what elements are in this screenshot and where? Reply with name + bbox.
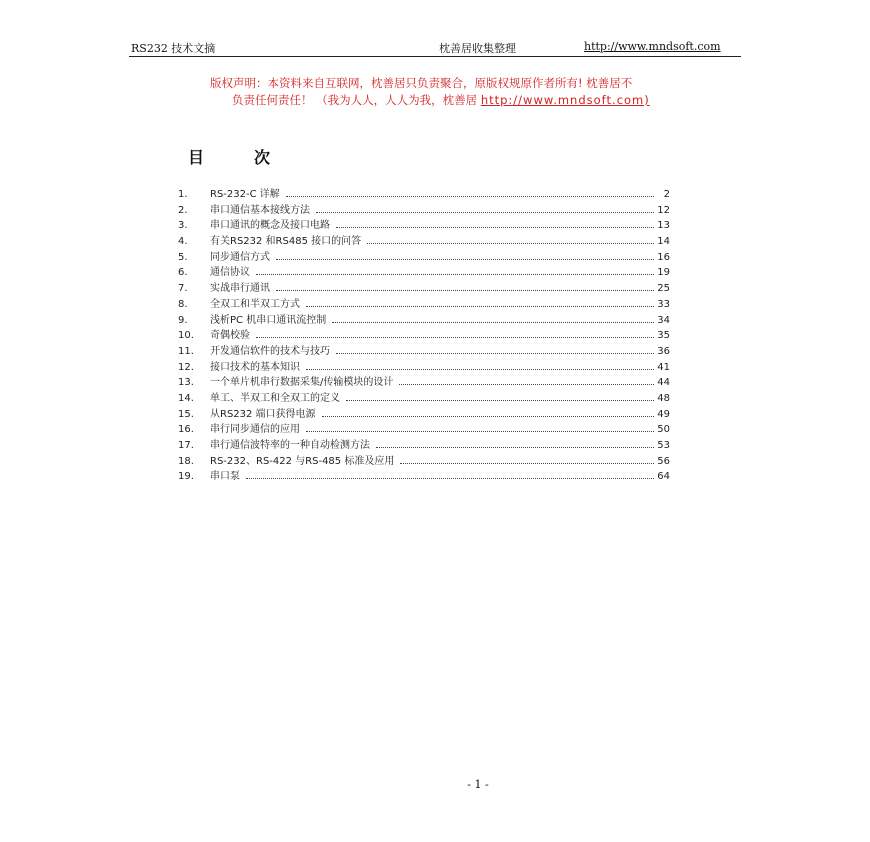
toc-entry-title[interactable]: 一个单片机串行数据采集/传输模块的设计: [210, 377, 394, 389]
toc-entry-number: 10.: [178, 330, 194, 342]
toc-entry[interactable]: [178, 342, 670, 358]
toc-entry-title[interactable]: 串口泵: [210, 471, 240, 483]
toc-entry-title[interactable]: RS-232、RS-422 与RS-485 标准及应用: [210, 455, 395, 467]
toc-entry-number: 17.: [178, 440, 194, 451]
toc-entry-page: 48: [657, 392, 670, 404]
toc-entry-page: 53: [657, 440, 670, 451]
toc-entry[interactable]: [178, 467, 670, 483]
toc-entry[interactable]: [178, 405, 670, 421]
toc-entry-title[interactable]: 从RS232 端口获得电源: [210, 408, 316, 420]
notice-line-2-text: 负责任何责任！ （我为人人，人人为我，枕善居: [232, 93, 481, 107]
toc-leader-dots: [336, 227, 654, 228]
toc-leader-dots: [399, 384, 654, 385]
toc-heading-char-1: 目: [188, 148, 207, 167]
copyright-notice: [210, 75, 750, 109]
header-collector: 枕善居收集整理: [439, 42, 516, 55]
toc-entry-title[interactable]: 单工、半双工和全双工的定义: [210, 392, 340, 404]
toc-entry-title[interactable]: 串行通信波特率的一种自动检测方法: [210, 440, 370, 451]
toc-entry[interactable]: [178, 295, 670, 311]
toc-entry-page: 16: [657, 251, 670, 263]
toc-entry-page: 19: [657, 267, 670, 279]
toc-entry[interactable]: [178, 452, 670, 468]
toc-leader-dots: [306, 369, 654, 370]
toc-heading: [188, 145, 272, 168]
toc-entry-number: 19.: [178, 471, 194, 483]
toc-entry-page: 41: [657, 361, 670, 373]
notice-line-1: 版权声明：本资料来自互联网，枕善居只负责聚合，原版权规原作者所有! 枕善居不: [210, 76, 633, 90]
toc-entry-number: 16.: [178, 424, 194, 436]
toc-leader-dots: [276, 290, 654, 291]
toc-entry[interactable]: [178, 326, 670, 342]
toc-entry[interactable]: [178, 248, 670, 264]
toc-leader-dots: [322, 416, 654, 417]
toc-leader-dots: [286, 196, 654, 197]
toc-entry-number: 1.: [178, 189, 188, 200]
toc-entry-number: 12.: [178, 361, 194, 373]
toc-entry-page: 49: [657, 408, 670, 420]
toc-entry-page: 34: [657, 314, 670, 326]
toc-entry-page: 25: [657, 283, 670, 295]
toc-entry-page: 64: [657, 471, 670, 483]
toc-entry-number: 3.: [178, 220, 188, 232]
toc-leader-dots: [316, 212, 654, 213]
toc-entry-number: 11.: [178, 345, 194, 357]
toc-leader-dots: [376, 447, 654, 448]
toc-entry-title[interactable]: RS-232-C 详解: [210, 189, 280, 200]
toc-entry[interactable]: [178, 185, 670, 201]
toc-entry[interactable]: [178, 279, 670, 295]
toc-entry-page: 56: [657, 455, 670, 467]
toc-leader-dots: [367, 243, 654, 244]
toc-entry-page: 33: [657, 298, 670, 310]
toc-entry-number: 13.: [178, 377, 194, 389]
toc-entry-number: 4.: [178, 236, 188, 248]
toc-entry-title[interactable]: 有关RS232 和RS485 接口的问答: [210, 236, 362, 248]
toc-entry-page: 50: [657, 424, 670, 436]
toc-entry-title[interactable]: 通信协议: [210, 267, 250, 279]
toc-entry-number: 2.: [178, 204, 188, 216]
notice-line-2: [210, 92, 750, 109]
header-url-link[interactable]: http://www.mndsoft.com: [584, 40, 721, 53]
toc-leader-dots: [332, 322, 654, 323]
toc-entry[interactable]: [178, 201, 670, 217]
toc-entry-number: 18.: [178, 455, 194, 467]
toc-entry-number: 15.: [178, 408, 194, 420]
notice-url-link[interactable]: http://www.mndsoft.com): [480, 93, 650, 107]
toc-leader-dots: [246, 478, 654, 479]
toc-entry-page: 44: [657, 377, 670, 389]
toc-entry[interactable]: [178, 216, 670, 232]
toc-entry-title[interactable]: 浅析PC 机串口通讯流控制: [210, 314, 327, 326]
toc-entry-title[interactable]: 全双工和半双工方式: [210, 298, 300, 310]
toc-entry-title[interactable]: 同步通信方式: [210, 251, 270, 263]
toc-entry-page: 36: [657, 345, 670, 357]
toc-heading-char-2: 次: [254, 148, 273, 167]
toc-entry-title[interactable]: 串行同步通信的应用: [210, 424, 300, 436]
toc-leader-dots: [336, 353, 654, 354]
toc-entry-number: 9.: [178, 314, 188, 326]
toc-entry-number: 6.: [178, 267, 188, 279]
toc-entry[interactable]: [178, 389, 670, 405]
toc-entry-page: 2: [663, 189, 670, 200]
toc-entry[interactable]: [178, 263, 670, 279]
page-header: [129, 38, 741, 57]
toc-entry-number: 5.: [178, 251, 188, 263]
table-of-contents: [178, 185, 670, 483]
toc-entry-page: 13: [657, 220, 670, 232]
toc-leader-dots: [346, 400, 654, 401]
toc-leader-dots: [276, 259, 654, 260]
toc-leader-dots: [306, 306, 654, 307]
toc-entry-page: 14: [657, 236, 670, 248]
toc-entry[interactable]: [178, 373, 670, 389]
toc-leader-dots: [256, 337, 654, 338]
toc-entry-number: 8.: [178, 298, 188, 310]
page-number: - 1 -: [467, 778, 489, 791]
toc-entry-number: 7.: [178, 283, 188, 295]
toc-entry-title[interactable]: 奇偶校验: [210, 330, 250, 342]
toc-entry-title[interactable]: 开发通信软件的技术与技巧: [210, 345, 330, 357]
toc-entry-title[interactable]: 接口技术的基本知识: [210, 361, 300, 373]
toc-entry[interactable]: [178, 420, 670, 436]
toc-entry-number: 14.: [178, 392, 194, 404]
toc-entry-title[interactable]: 串口通讯的概念及接口电路: [210, 220, 330, 232]
toc-entry-title[interactable]: 串口通信基本接线方法: [210, 204, 310, 216]
toc-entry-title[interactable]: 实战串行通讯: [210, 283, 270, 295]
toc-entry[interactable]: [178, 311, 670, 327]
toc-leader-dots: [400, 463, 654, 464]
toc-entry[interactable]: [178, 436, 670, 452]
toc-entry[interactable]: [178, 232, 670, 248]
toc-entry-page: 35: [657, 330, 670, 342]
header-title: RS232 技术文摘: [131, 42, 216, 55]
toc-entry[interactable]: [178, 358, 670, 374]
toc-entry-page: 12: [657, 204, 670, 216]
toc-leader-dots: [306, 431, 654, 432]
toc-leader-dots: [256, 274, 654, 275]
